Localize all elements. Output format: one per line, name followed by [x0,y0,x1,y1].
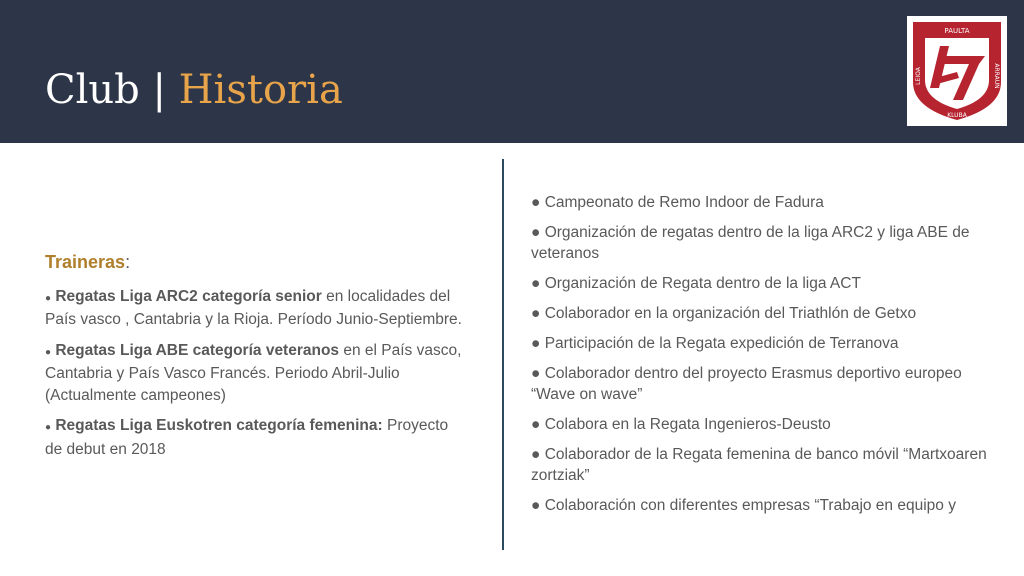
item-text: Organización de Regata dentro de la liga ACT [544,275,861,292]
list-item [531,333,1001,354]
traineras-section [45,252,465,469]
bullet-icon: ● [531,446,541,463]
bullet-icon: ● [531,335,541,352]
bullet-icon: ● [45,422,52,433]
item-text: Participación de la Regata expedición de Terranova [544,335,899,352]
bullet-icon: ● [531,194,541,211]
item-text: Colaboración con diferentes empresas “Trabajo en equipo y [544,497,956,514]
item-text: en localidades del País vasco , Cantabria y la Rioja. Período Junio-Septiembre. [45,287,462,328]
item-bold: Regatas Liga ABE categoría veteranos [55,341,340,359]
item-bold: Regatas Liga ARC2 categoría senior [55,287,322,305]
item-text: Campeonato de Remo Indoor de Fadura [544,194,824,211]
title-accent: Historia [178,67,343,113]
section-heading [45,252,465,274]
logo-text-left: LEIOA [915,67,922,85]
bullet-icon: ● [531,305,541,322]
bullet-icon: ● [531,224,541,241]
item-text: Organización de regatas dentro de la liga ARC2 y liga ABE de veteranos [531,224,970,262]
title-separator: | [139,67,179,113]
list-item [531,222,1001,264]
list-item [531,273,1001,294]
list-item [531,192,1001,213]
column-divider [502,159,504,550]
list-item [531,495,1001,516]
heading-text: Traineras [45,252,126,272]
list-item [45,415,465,460]
item-text: Colaborador de la Regata femenina de banco móvil “Martxoaren zortziak” [531,446,987,484]
bullet-icon: ● [531,416,541,433]
title-main: Club [45,67,140,113]
list-item [531,303,1001,324]
item-text: Colaborador en la organización del Triathlón de Getxo [544,305,917,322]
logo-text-bottom: KLUBA [947,112,967,119]
bullet-icon: ● [45,292,52,304]
bullet-icon: ● [531,497,541,514]
item-text: en el País vasco, Cantabria y País Vasco Francés. Periodo Abril-Julio (Actualmente campeones) [45,341,462,404]
bullet-icon: ● [531,275,541,292]
club-crest-icon [907,16,1007,126]
list-item [531,363,1001,405]
item-text: Colaborador dentro del proyecto Erasmus deportivo europeo “Wave on wave” [531,365,962,403]
list-item [45,340,465,407]
list-item [531,444,1001,486]
slide-header [0,0,1024,143]
heading-colon: : [125,252,131,272]
activities-list [531,192,1001,525]
club-logo [907,16,1007,126]
item-text: Proyecto de debut en 2018 [45,417,449,458]
logo-text-top: PAULTA [944,27,970,35]
item-bold: Regatas Liga Euskotren categoría femenina: [55,417,383,434]
list-item [531,414,1001,435]
list-item [45,286,465,331]
logo-text-right: ARRAUN [993,63,1000,89]
bullet-icon: ● [531,365,541,382]
item-text: Colabora en la Regata Ingenieros-Deusto [544,416,831,433]
bullet-icon: ● [45,346,52,358]
slide-title [45,62,343,118]
